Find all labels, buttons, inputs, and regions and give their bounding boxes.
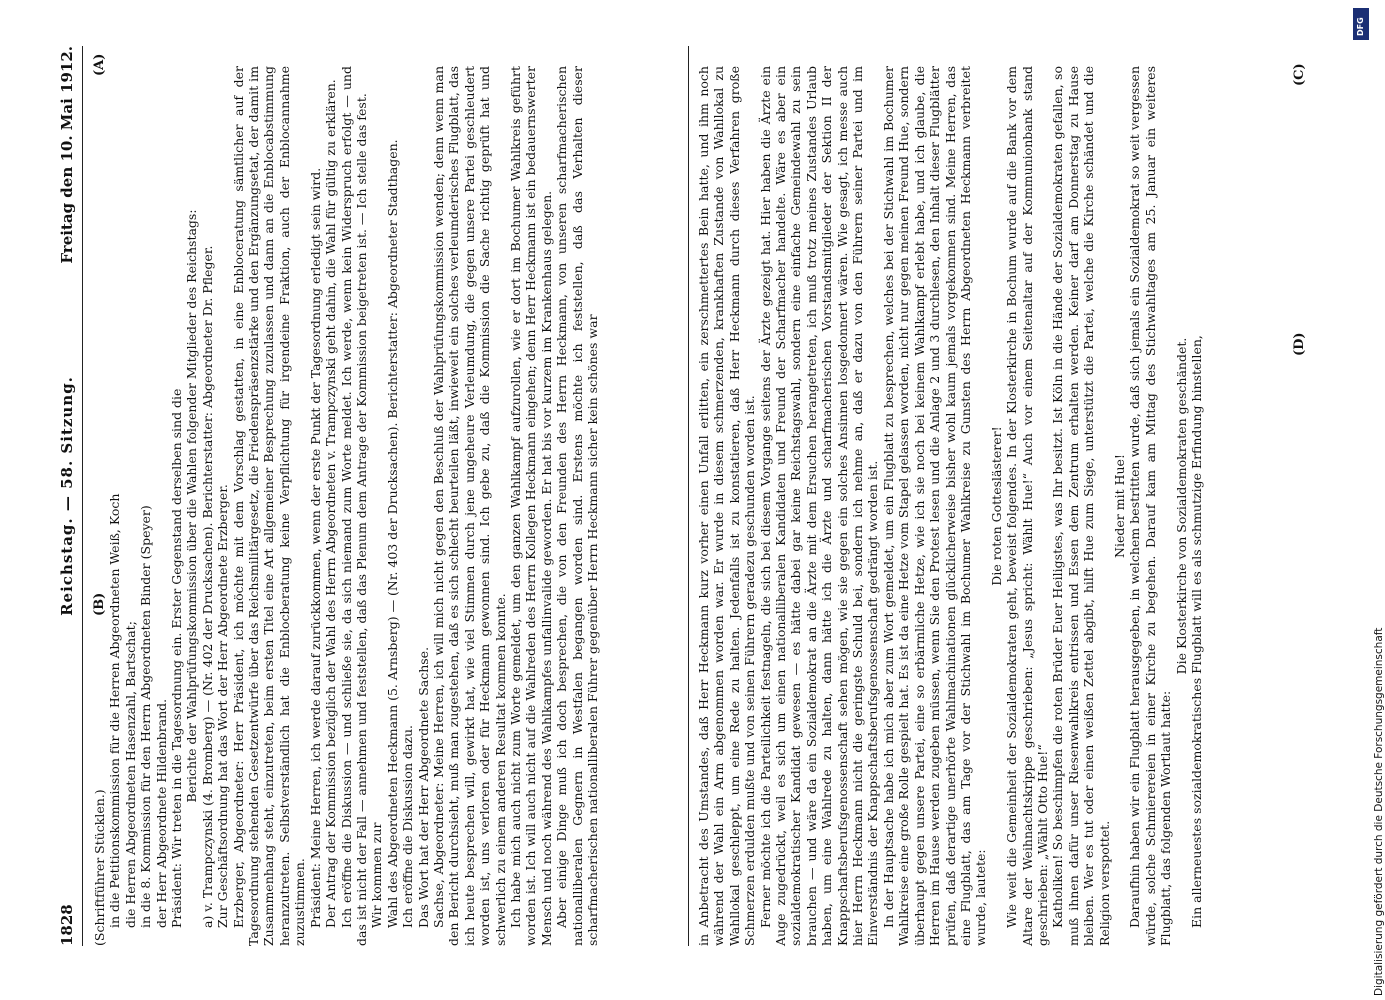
paragraph: Zur Geschäftsordnung hat das Wort der Herr Abgeordnete Erzberger.	[215, 484, 231, 928]
paragraph: in die 8. Kommission für den Herrn Abgeordneten Binder (Speyer)	[138, 505, 154, 928]
session-date: Freitag den 10. Mai 1912.	[58, 46, 76, 264]
paragraph: Daraufhin haben wir ein Flugblatt herausgegeben, in welchem bestritten wurde, daß sich jemals ein Sozialdemokrat so weit vergessen würde, solche Schmierereien in einer Kirche zu begehen. Darauf kam am Mittag des Stichwahltages am 25. Januar ein weiteres Flugblatt, das folgenden Wortlaut hatte:	[1127, 66, 1174, 946]
paragraph: Berichte der Wahlprüfungskommission über die Wahlen folgender Mitglieder des Reichstags:	[184, 209, 200, 803]
paragraph: in die Petitionskommission für die Herren Abgeordneten Weiß, Koch	[107, 493, 123, 928]
paragraph: der Herr Abgeordnete Hildenbrand.	[153, 698, 169, 928]
session-title: Reichstag. — 58. Sitzung.	[58, 376, 76, 616]
paragraph: Katholiken! So beschimpfen die roten Brüder Euer Heiligstes, was Ihr besitzt. Ist Köln in die Hände der Sozialdemokraten gefallen, so muß ihnen dafür unser Riesenwahlkreis entrissen und Essen dem Zentrum erhalten werden. Keiner darf am Donnerstag zu Hause bleiben. Wer es tut oder einen weißen Zettel abgibt, hilft Hue zum Siege, unterstützt die Partei, welche die Kirche schändet und die Religion verspottet.	[1050, 66, 1112, 946]
paragraph: Das Wort hat der Herr Abgeordnete Sachse.	[415, 646, 431, 928]
column-left	[92, 66, 682, 946]
paragraph: Ich habe mich auch nicht zum Worte gemeldet, um den ganzen Wahlkampf aufzurollen, wie er dort im Bochumer Wahlkreis geführt worden ist. Ich will auch nicht auf die Wahlreden des Herrn Kollegen Heckmann eingehen; denn Herr Heckmann ist ein bedauernswerter Mensch und noch während des Wahlkampfes unfallinvalide geworden. Er hat bis vor kurzem im Krankenhaus gelegen.	[507, 66, 554, 946]
paragraph: Wahl des Abgeordneten Heckmann (5. Arnsberg) — (Nr. 403 der Drucksachen). Berichterstatter: Abgeordneter Stadthagen.	[384, 139, 400, 928]
paragraph: in Anbetracht des Umstandes, daß Herr Heckmann kurz vorher einen Unfall erlitten, ein zerschmettertes Bein hatte, und ihm noch während der Wahl ein Arm abgenommen worden war. Er wurde in diesem schmerzenden, krankhaften Zustande von Wahllokal zu Wahllokal geschleppt, um eine Rede zu halten. Jedenfalls ist zu konstatieren, daß Herr Heckmann durch dieses Verfahren große Schmerzen erdulden mußte und von seinen Führern geradezu geschunden worden ist.	[696, 66, 758, 946]
page-number: 1828	[58, 904, 76, 946]
paragraph: Ich eröffne die Diskussion — und schließe sie, da sich niemand zum Worte meldet. Ich werde, wenn kein Widerspruch erfolgt — und das ist nicht der Fall — annehmen und feststellen, daß das Plenum dem Antrage der Kommission beigetreten ist. — Ich stelle das fest.	[338, 66, 369, 946]
paragraph: Ein allerneuestes sozialdemokratisches Flugblatt will es als schmutzige Erfindung hinstellen,	[1189, 335, 1204, 928]
paragraph: Sachse, Abgeordneter: Meine Herren, ich will mich nicht gegen den Beschluß der Wahlprüfungskommission wenden; denn wenn man den Bericht durchsieht, muß man zugestehen, daß es sich schlecht beurteilen läßt, inwieweit ein solches verleumderisches Flugblatt, das ich heute besprechen will, gewirkt hat, wie viel Stimmen durch jene ungeheure Verleumdung, die gegen unsere Partei geschleudert worden ist, uns verloren oder für Heckmann gewonnen sind. Ich gebe zu, daß die Kommission die Sache richtig geprüft hat und schwerlich zu einem anderen Resultat kommen konnte.	[430, 66, 508, 946]
paragraph: Aber einige Dinge muß ich doch besprechen, die von den Freunden des Herrn Heckmann, von unseren scharfmacherischen nationalliberalen Gegnern in Westfalen begangen worden sind. Erstens möchte ich feststellen, daß das Verhalten dieser scharfmacherischen nationalliberalen Führer gegenüber Herrn Heckmann sicher kein schönes war	[554, 66, 600, 946]
paragraph: (Schriftführer Stücklen.)	[92, 789, 107, 946]
margin-letter-d: (D)	[1292, 332, 1307, 356]
paragraph: Wie weit die Gemeinheit der Sozialdemokraten geht, beweist folgendes. In der Klosterkirche in Bochum wurde auf die Bank vor dem Altare der Weihnachtskrippe geschrieben: „Jesus spricht: Wählt Hue!“ Auch vor einem Seitenaltar auf der Kommunionbank stand geschrieben: „Wählt Otto Hue!“	[1004, 66, 1050, 946]
paragraph: a) v. Trampczynski (4. Bromberg) — (Nr. 402 der Drucksachen). Berichterstatter: Abgeordneter Dr. Pfleger.	[199, 245, 215, 928]
paragraph: Die roten Gotteslästerer!	[988, 426, 1004, 586]
page-header	[52, 46, 82, 946]
paragraph: Präsident: Wir treten in die Tagesordnung ein. Erster Gegenstand derselben sind die	[169, 388, 185, 928]
digitization-note	[1347, 0, 1385, 1000]
paragraph: Wir kommen zur	[369, 822, 385, 928]
paragraph: Erzberger, Abgeordneter: Herr Präsident, ich möchte mit dem Vorschlag gestatten, in eine Enbloceratung sämtlicher auf der Tagesordnung stehenden Gesetzentwürfe über das Reichsmilitärgesetz, die Friedenspräsenzstärke und den Ergänzungsetat, der damit im Zusammenhang steht, einzutreten, beim ersten Titel eine Art allgemeiner Besprechung zuzulassen und dann an die Enblocabstimmung heranzutreten. Selbstverständlich hat die Enblocberatung keine Verpflichtung für irgendeine Fraktion, auch der Enblocannahme zuzustimmen.	[230, 66, 308, 946]
paragraph: Ich eröffne die Diskussion dazu.	[400, 724, 416, 928]
digitization-text: Digitalisierung gefördert durch die Deutsche Forschungsgemeinschaft	[1373, 627, 1385, 996]
paragraph: Der Antrag der Kommission bezüglich der Wahl des Herrn Abgeordneten v. Trampczynski geht dahin, die Wahl für gültig zu erklären.	[323, 79, 339, 928]
dfg-logo-text: DFG	[1356, 17, 1365, 36]
margin-letter-c: (C)	[1292, 63, 1307, 86]
paragraph: Nieder mit Hue!	[1111, 454, 1127, 558]
margin-letter-b: (B)	[92, 592, 107, 616]
column-divider	[688, 46, 689, 946]
paragraph: Die Klosterkirche von Sozialdemokraten geschändet.	[1173, 337, 1189, 675]
column-right	[696, 66, 1296, 946]
paragraph: In der Hauptsache habe ich mich aber zum Wort gemeldet, um ein Flugblatt zu besprechen, welches bei der Stichwahl im Bochumer Wahlkreise eine große Rolle gespielt hat. Es ist da eine Hetze vom Stapel gelassen worden, nicht nur gegen meinen Freund Hue, sondern überhaupt gegen unsere Partei, eine so erbärmliche Hetze, wie ich sie noch bei keinem Wahlkampf erlebt habe, und ich glaube, die Herren im Hause werden zugeben müssen, wenn Sie den Protest lesen und die Anlage 2 und 3 durchlesen, den Inhalt dieser Flugblätter prüfen, daß derartige unerhörte Wahlmachinationen glücklicherweise bisher wohl kaum jemals vorgekommen sind. Meine Herren, das eine Flugblatt, das am Tage vor der Stichwahl im Bochumer Wahlkreise zu Gunsten des Herrn Abgeordneten Heckmann verbreitet wurde, lautete:	[880, 66, 989, 946]
paragraph: Ferner möchte ich die Parteilichkeit festnageln, die sich bei diesem Vorgange seitens der Ärzte gezeigt hat. Hier haben die Ärzte ein Auge zugedrückt, weil es sich um einen nationalliberalen Kandidaten und Freund der Scharfmacher handelte. Wäre es aber ein sozialdemokratischer Kandidat gewesen — es hätte dabei gar keine Reichstagswahl, sondern eine einfache Gemeindewahl zu sein brauchen — und wäre da ein Sozialdemokrat an die Ärzte mit dem Ersuchen herangetreten, ich muß trotz meines Zustandes Urlaub haben, um eine Wahlrede zu halten, dann hätte ich die Ärzte und scharfmacherischen Vorstandsmitglieder der Sektion II der Knappschaftsberufsgenossenschaft sehen mögen, wie sie gegen ein solches Ansinnen losgedonnert wären. Wie gesagt, ich messe auch hier Herrn Heckmann nicht die geringste Schuld bei, sondern ich nehme an, daß er dazu von den Führern seiner Partei und im Einverständnis der Knappschaftsberufsgenossenschaft gedrängt worden ist.	[757, 66, 881, 946]
header-rule	[82, 46, 83, 946]
dfg-logo	[1353, 8, 1369, 40]
margin-letter-a: (A)	[92, 53, 107, 76]
scanned-page	[52, 46, 1352, 946]
paragraph: Präsident: Meine Herren, ich werde darauf zurückkommen, wenn der erste Punkt der Tagesordnung erledigt sein wird.	[307, 167, 323, 928]
paragraph: die Herren Abgeordneten Hasenzahl, Bartschat;	[122, 621, 138, 928]
